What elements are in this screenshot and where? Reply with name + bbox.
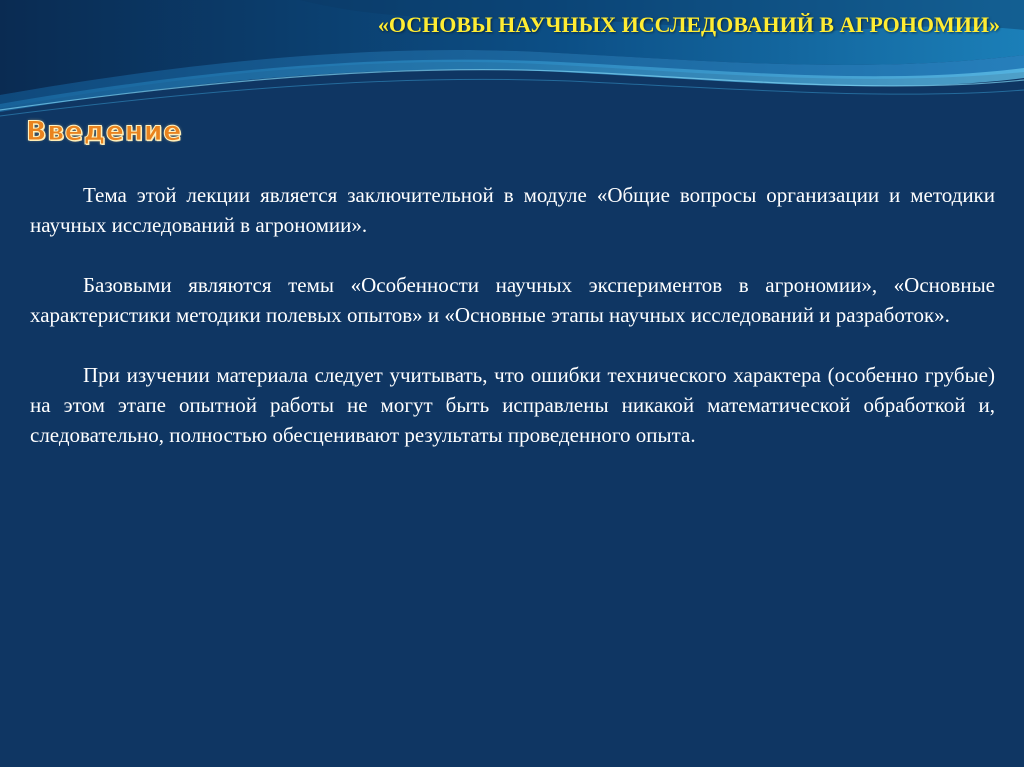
header-title: «ОСНОВЫ НАУЧНЫХ ИССЛЕДОВАНИЙ В АГРОНОМИИ» [377, 12, 1000, 37]
paragraph-3: При изучении материала следует учитывать, что ошибки технического характера (особенно грубые) на этом этапе опытной работы не могут быть исправлены никакой математической обработкой и, следовательно, полностью обесценивают результаты проведенного опыта. [30, 363, 995, 447]
body-text [30, 180, 995, 480]
section-heading: Введение [26, 116, 182, 147]
paragraph-2: Базовыми являются темы «Особенности научных экспериментов в агрономии», «Основные характеристики методики полевых опытов» и «Основные этапы научных исследований и разработок». [30, 273, 995, 327]
paragraph-1: Тема этой лекции является заключительной в модуле «Общие вопросы организации и методики научных исследований в агрономии». [30, 183, 995, 237]
